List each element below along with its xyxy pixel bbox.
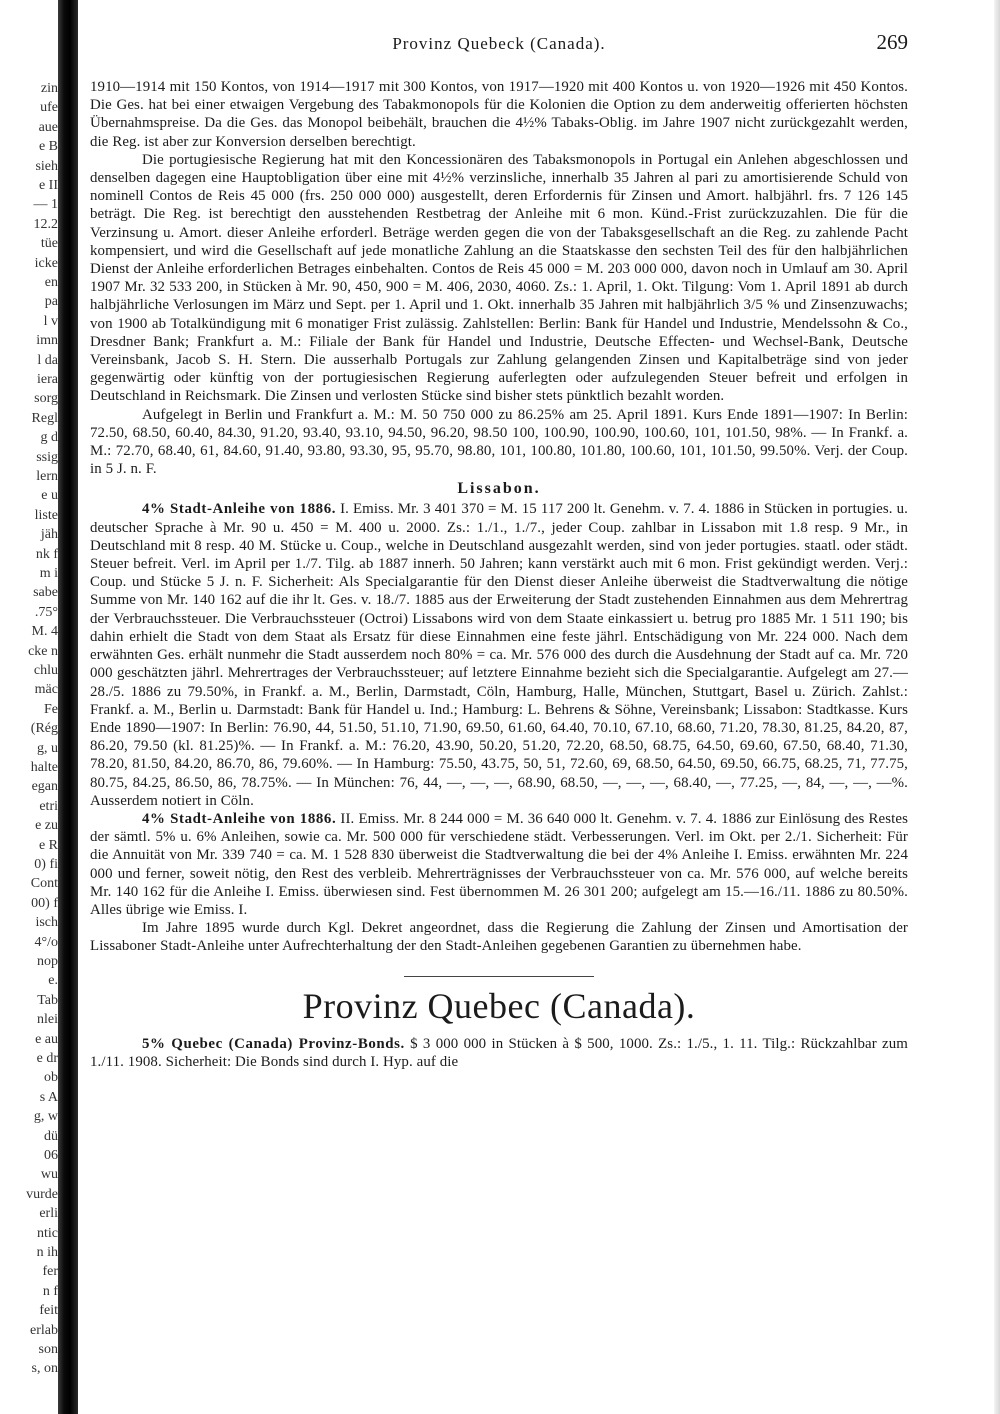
adjacent-page-fragment: .75°: [34, 604, 58, 620]
adjacent-page-fragment: nlei: [37, 1012, 58, 1028]
adjacent-page-fragment: n ih: [36, 1245, 58, 1260]
adjacent-page-fragment: l v: [43, 313, 58, 329]
adjacent-page-fragment: zin: [40, 81, 58, 96]
section-divider: [404, 976, 594, 977]
adjacent-page-fragment: dü: [44, 1128, 58, 1144]
adjacent-page-fragment: erlab: [30, 1322, 58, 1338]
adjacent-page-fragment: e II: [38, 178, 58, 193]
adjacent-page-fragment: e B: [38, 139, 58, 155]
adjacent-page-fragment: Tab: [37, 992, 58, 1008]
loan-text-1: I. Emiss. Mr. 3 401 370 = M. 15 117 200 lt. Genehm. v. 7. 4. 1886 in Stücken in portugies. u. deutscher Sprache à Mr. 90 u. 450 = M. 400 u. 2000. Zs.: 1./1., 1./7., jeder Coup. zahlbar in Lissabon mit 1.8 resp. 9 Mr., in Deutschland mit 8 resp. 40 M. Stücke u. Coup., welche in Deutschland ausgezahlt werden, sind von jeder portugies. staatl. oder städt. Steuer befreit. Verl. im April per 1./7. Tilg. ab 1887 innerh. 50 Jahren; kann verstärkt auch mit 6 mon. Frist gekündigt werden. Verj.: Coup. und Stücke 5 J. n. F. Sicherheit: Als Specialgarantie für den Dienst dieser Anleihe überweist die Stadtverwaltung die nötige Summe von Mr. 140 162 auf die ihr lt. Ges. v. 18./7. 1885 aus der Erweiterung der Stadt zustehenden Einnahmen aus dem Mehrertrag der Verbrauchssteuer. Die Verbrauchssteuer (Octroi) Lissabons wird von dem Staate einkassiert u. betrug pro 1885 Mr. 1 511 190; bis dahin erhielt die Stadt von dem Staat als Ersatz für diese Einnahmen eine feste jährl. Entschädigung von Mr. 224 000. Nach dem erwähnten Ges. erhält nunmehr die Stadt ausserdem noch 80% = ca. Mr. 576 000 des durch die Ausdehnung der Stadt auf ca. Mr. 720 000 geschätzten jährl. Mehrertrages der Verbrauchssteuer; auf letztere Einnahme bezieht sich die Specialgarantie. Aufgelegt am 27.—28./5. 1886 zu 79.50%, in Frankf. a. M., Berlin, Darmstadt, Cöln, Hamburg, Halle, München, Stuttgart, Basel u. Zürich. Zahlst.: Frankf. a. M., Berlin u. Darmstadt: Bank für Handel u. Ind.; Hamburg: L. Behrens & Söhne, Vereinsbank; Lissabon: Stadtkasse. Kurs Ende 1890—1907: In Berlin: 76.90, 44, 51.50, 51.10, 71.90, 69.50, 61.60, 64.40, 70.10, 67.10, 68.60, 71.20, 78.30, 81.25, 84.20, 87, 86.20, 79.50 (kl. 81.25)%. — In Frankf. a. M.: 76.20, 43.90, 50.20, 51.20, 72.20, 68.50, 68.75, 64.50, 69.60, 67.50, 68.40, 71.30, 78.20, 81.50, 84.20, 86.70, 86, 79.60%. — In Hamburg: 75.50, 43.75, 50, 51, 72.60, 69, 68.50, 64.50, 69.50, 66.75, 68.25, 71, 77.75, 80.75, 84.25, 86.50, 86, 78.75%. — In München: 76, 44, —, —, —, 68.90, 68.50, —, —, —, 68.40, —, 77.25, —, 84, —, —, —%. Ausserdem notiert in Cöln.: [90, 501, 908, 809]
adjacent-page-fragment: feit: [39, 1303, 58, 1319]
adjacent-page-fragment: e u: [41, 488, 58, 504]
paragraph-stadt-anleihe-2: [90, 810, 908, 919]
page-number: 269: [876, 30, 908, 54]
running-title: Provinz Quebeck (Canada).: [392, 34, 606, 53]
adjacent-page-fragment: l da: [37, 352, 58, 368]
adjacent-page-fragment: e R: [38, 837, 58, 853]
paragraph-dekret-1895: Im Jahre 1895 wurde durch Kgl. Dekret angeordnet, dass die Regierung die Zahlung der Zinsen und Amortisation der Lissaboner Stadt-Anleihe unter Aufrechterhaltung der den Stadt-Anleihen gegebenen Garantien zu übernehmen habe.: [90, 920, 908, 955]
adjacent-page-fragment: halte: [30, 760, 58, 775]
adjacent-page-fragment: nk f: [35, 546, 58, 562]
adjacent-page-fragment: pa: [44, 294, 58, 310]
adjacent-page-fragment: cke n: [28, 643, 58, 659]
adjacent-page-fragment: (Rég: [30, 721, 58, 737]
paragraph-stadt-anleihe-1: [90, 500, 908, 809]
adjacent-page-fragment: g, w: [33, 1109, 58, 1125]
adjacent-page-fragment: imn: [36, 333, 58, 349]
adjacent-page-fragment: tüe: [40, 236, 58, 252]
adjacent-page-fragment: Cont: [30, 876, 58, 892]
chapter-title: Provinz Quebec (Canada).: [302, 985, 696, 1026]
adjacent-page-fragment: en: [44, 275, 58, 290]
adjacent-page-fragment: M. 4: [31, 624, 58, 640]
bond-text: $ 3 000 000 in Stücken à $ 500, 1000. Zs.: 1./5., 1. 11. Tilg.: Rückzahlbar zum 1./11. 1908. Sicherheit: Die Bonds sind durch I. Hyp. auf die: [90, 1035, 908, 1070]
adjacent-page-fragment: isch: [35, 915, 58, 931]
adjacent-page-fragment: sorg: [34, 391, 58, 407]
adjacent-page-fragment: e.: [48, 973, 58, 989]
paragraph-tabak-monopol: 1910—1914 mit 150 Kontos, von 1914—1917 mit 300 Kontos, von 1917—1920 mit 400 Kontos u. von 1920—1926 mit 450 Kontos. Die Ges. hat bei einer etwaigen Vergebung des Tabakmonopols für die Kolonien die Option zu dem anderweitig offerierten höchsten Übernahmspreise. Da die Ges. das Monopol beibehält, brauchen die 4½% Tabaks-Oblig. im Jahre 1907 nicht zurückgezahlt werden, die Reg. ist aber zur Konversion derselben berechtigt.: [90, 79, 908, 150]
adjacent-page-fragment: icke: [34, 255, 58, 271]
adjacent-page-fragment: 0) fi: [34, 857, 58, 872]
loan-text-2: II. Emiss. Mr. 8 244 000 = M. 36 640 000 lt. Genehm. v. 7. 4. 1886 zur Einlösung des Restes der sämtl. 5% u. 6% Anleihen, sowie ca. Mr. 500 000 für verschiedene städt. Verbesserungen. Verl. im Okt. per 2./1. Sicherheit: Für die Annuität von Mr. 339 740 = ca. M. 1 528 830 überweist die Stadtverwaltung die bei der 4% Anleihe I. Emiss. erwähnten Mr. 224 000 und ferner, soweit nötig, den Rest des verbleib. Mehrerträgnisses der Verbrauchssteuer von ca. Mr. 576 000, auf welche bereits Mr. 140 162 für die Anleihe I. Emiss. überwiesen sind. Fest übernommen M. 26 301 200; aufgelegt am 15.—16./11. 1886 zu 80.50%. Alles übrige wie Emiss. I.: [90, 810, 908, 918]
adjacent-page-fragment: 00) f: [31, 895, 58, 911]
adjacent-page-fragment: mäc: [34, 682, 58, 698]
adjacent-page-fragment: g d: [40, 430, 58, 446]
adjacent-page-fragment: fer: [42, 1264, 58, 1280]
adjacent-page-fragment: m i: [39, 566, 58, 581]
adjacent-page-fragment: Regl: [31, 410, 58, 426]
book-spine-shadow: [58, 0, 78, 1414]
adjacent-page-fragment: erli: [39, 1206, 58, 1222]
adjacent-page-fragment: e au: [35, 1031, 58, 1047]
adjacent-page-margin: [0, 0, 58, 1414]
adjacent-page-fragment: ssig: [36, 449, 58, 465]
adjacent-page-fragment: e zu: [35, 818, 58, 834]
adjacent-page-fragment: — 1: [33, 197, 58, 213]
adjacent-page-fragment: etri: [39, 798, 58, 814]
page-header: [90, 30, 908, 60]
bond-title: 5% Quebec (Canada) Provinz-Bonds.: [142, 1035, 405, 1052]
adjacent-page-fragment: n f: [42, 1283, 58, 1299]
adjacent-page-fragment: chlu: [33, 663, 58, 678]
adjacent-page-fragment: sabe: [33, 585, 58, 601]
loan-title-2: 4% Stadt-Anleihe von 1886.: [142, 810, 337, 827]
adjacent-page-fragment: ob: [44, 1070, 58, 1086]
adjacent-page-fragment: 06: [44, 1148, 58, 1163]
adjacent-page-fragment: sieh: [35, 158, 58, 174]
adjacent-page-fragment: 4°/o: [34, 934, 58, 950]
adjacent-page-fragment: ufe: [40, 100, 58, 116]
adjacent-page-fragment: vurde: [26, 1186, 58, 1202]
adjacent-page-fragment: lern: [36, 469, 58, 484]
adjacent-page-fragment: g, u: [37, 740, 58, 756]
adjacent-page-fragment: s A: [39, 1089, 58, 1105]
adjacent-page-fragment: aue: [38, 119, 58, 135]
adjacent-page-fragment: ntic: [37, 1225, 58, 1241]
adjacent-page-fragment: 12.2: [33, 216, 58, 232]
adjacent-page-fragment: jäh: [40, 527, 58, 543]
adjacent-page-fragment: s, on: [31, 1361, 58, 1377]
adjacent-page-fragment: liste: [34, 507, 58, 523]
loan-title-1: 4% Stadt-Anleihe von 1886.: [142, 501, 337, 518]
page-edge-shadow: [994, 0, 1000, 1414]
adjacent-page-fragment: e dr: [36, 1051, 58, 1066]
paragraph-quebec-bonds: [90, 1035, 908, 1071]
adjacent-page-fragment: son: [38, 1342, 58, 1357]
paragraph-kurse: Aufgelegt in Berlin und Frankfurt a. M.: M. 50 750 000 zu 86.25% am 25. April 1891. Kurs Ende 1891—1907: In Berlin: 72.50, 68.50, 60.40, 84.30, 91.20, 93.40, 93.10, 94.50, 96.20, 98.50 100, 100.90, 100.90, 100.60, 101, 101.50, 98%. — In Frankf. a. M.: 72.70, 68.40, 61, 84.60, 91.40, 93.80, 93.30, 95, 95.70, 98.80, 101, 100.80, 101.80, 100.60, 101, 101.50, 99.50%. Verj. der Coup. in 5 J. n. F.: [90, 406, 908, 478]
adjacent-page-fragment: egan: [31, 779, 58, 795]
adjacent-page-fragment: iera: [37, 372, 58, 387]
adjacent-page-fragment: wu: [40, 1167, 58, 1183]
page-body: [90, 78, 908, 1071]
section-heading-lissabon: Lissabon.: [457, 480, 541, 498]
adjacent-page-fragment: nop: [37, 954, 58, 969]
adjacent-page-fragment: Fe: [44, 701, 58, 717]
paragraph-tabaks-anleihe: Die portugiesische Regierung hat mit den Koncessionären des Tabaksmonopols in Portugal ein Anlehen abgeschlossen und denselben dagegen eine Hauptobligation über eine mit 4½% verzinsliche, innerhalb 35 Jahren al pari zu amortisierende Schuld von nominell Contos de Reis 45 000 (frs. 250 000 000) ausgestellt, deren Erfordernis für Zinsen und Amort. halbjährl. frs. 7 126 145 beträgt. Die Reg. ist berechtigt den ausstehenden Restbetrag der Anleihe mit 6 mon. Künd.-Frist zurückzuzahlen. Die für die Verzinsung u. Amort. dieser Anleihe erforderl. Beträge werden gegen die von der Tabaksgesellschaft an die Reg. zu zahlende Pacht kompensiert, und wird die Gesellschaft auf jede monatliche Zahlung an die Staatskasse den sechsten Teil des für den halbjährlichen Dienst der Anleihe erforderlichen Betrages einbehalten. Contos de Reis 45 000 = M. 203 000 000, davon noch in Umlauf am 30. April 1907 Mr. 32 533 200, in Stücken à Mr. 90, 450, 900 = M. 406, 2030, 4060. Zs.: 1. April, 1. Okt. Tilgung: Vom 1. April 1891 ab durch halbjährliche Verlosungen im März und Sept. per 1. April und 1. Okt. innerhalb 35 Jahren mit halbjährlich 3/5 % und Zinsenzuwachs; von 1900 ab Totalkündigung mit 6 monatiger Frist zulässig. Zahlstellen: Berlin: Bank für Handel und Industrie, Mendelssohn & Co., Dresdner Bank; Frankfurt a. M.: Filiale der Bank für Handel und Industrie, Deutsche Effecten- und Wechsel-Bank, Deutsche Vereinsbank, Jacob S. H. Stern. Die ausserhalb Portugals zur Zahlung gelangenden Zinsen und Kapitalbeträge sind von jeder gegenwärtig oder künftig von der portugiesischen Regierung auferlegten oder aufzulegenden Steuer befreit und erfolgen in Deutschland in Reichsmark. Die Zinsen und verlosten Stücke sind bisher stets pünktlich bezahlt worden.: [90, 151, 908, 405]
